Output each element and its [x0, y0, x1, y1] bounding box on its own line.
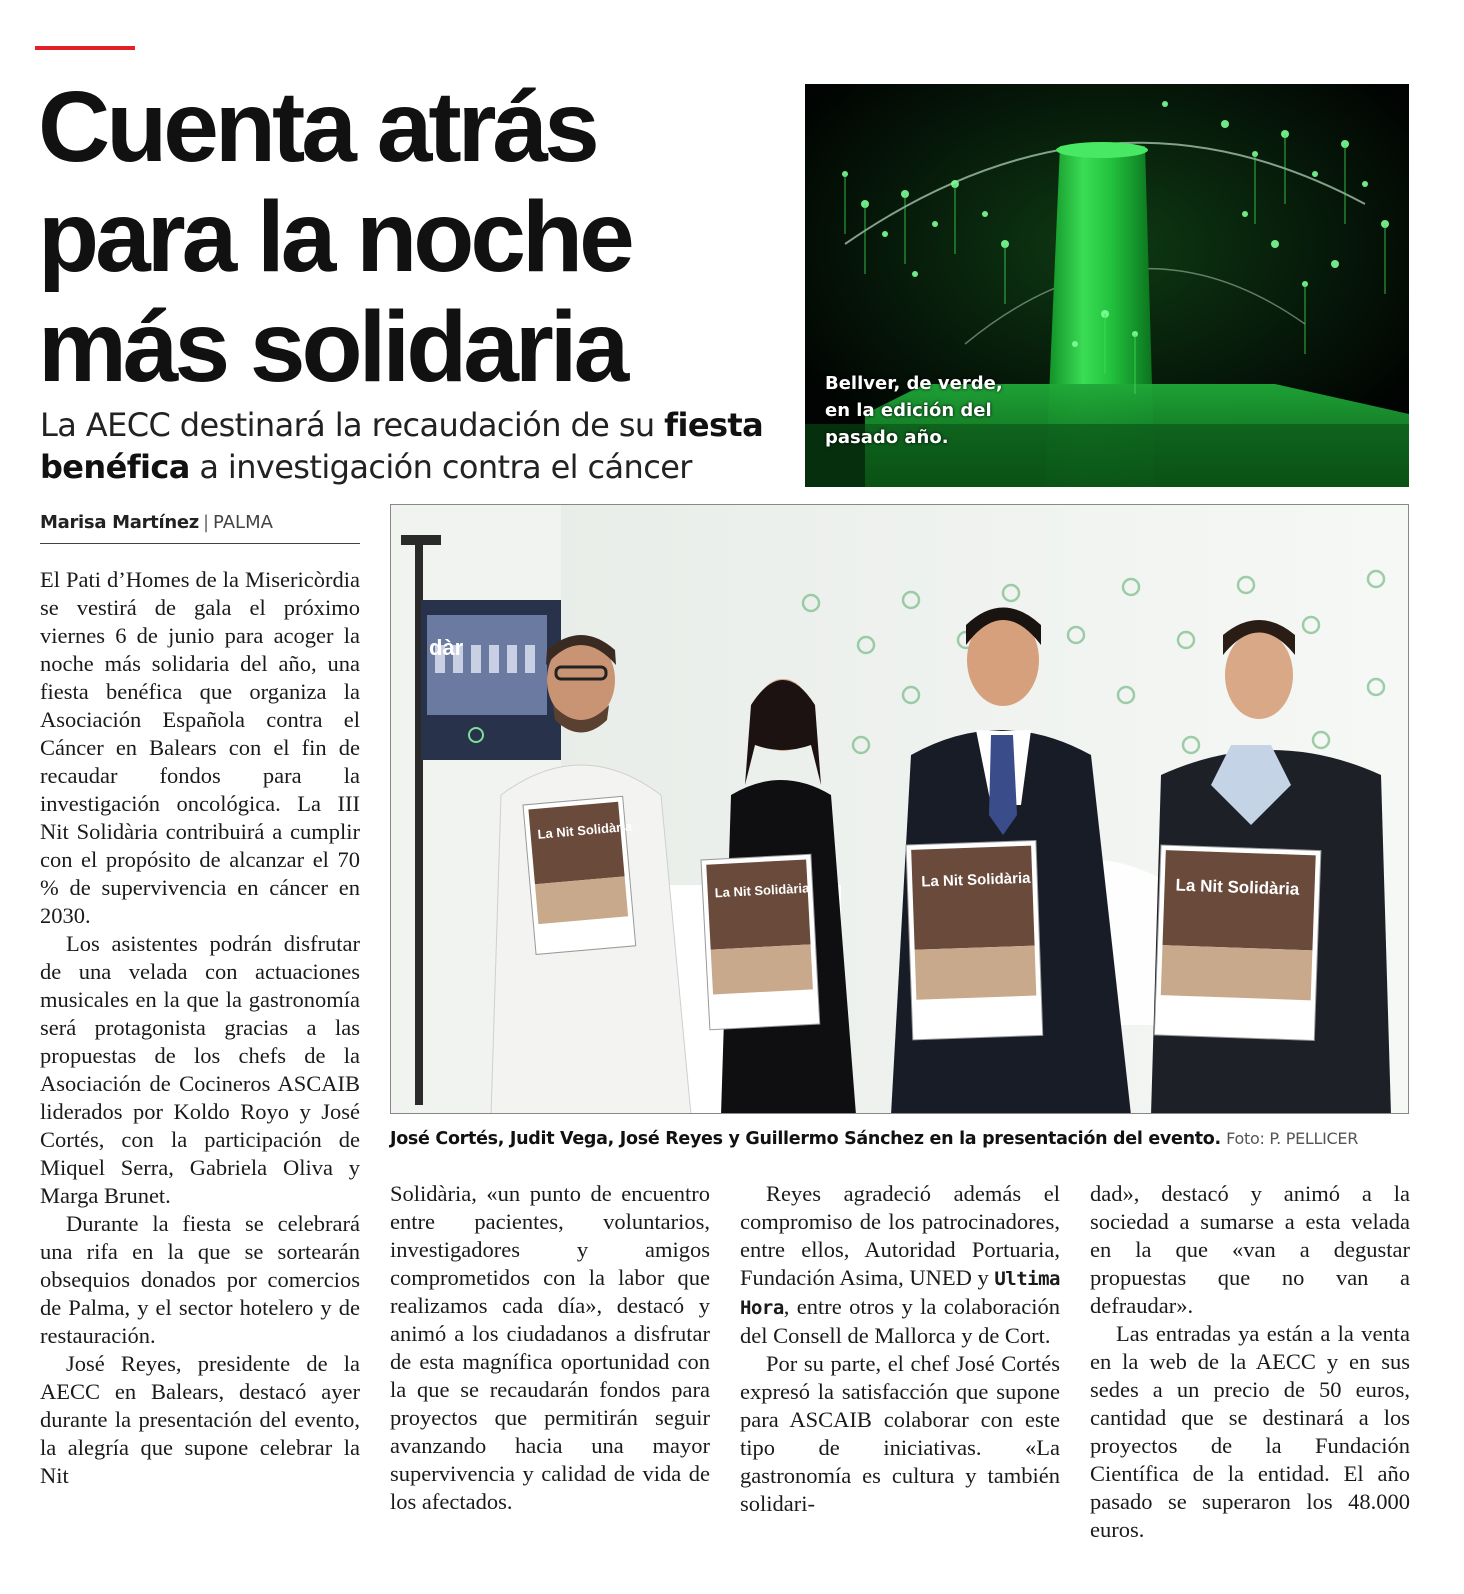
- presentation-photo-graphic: [391, 505, 1409, 1114]
- article-column-3: [740, 1180, 1060, 1518]
- bellver-photo: [805, 84, 1409, 487]
- article-column-2: [390, 1180, 710, 1516]
- photo-credit: Foto: P. PELLICER: [1226, 1129, 1359, 1148]
- presentation-photo: [390, 504, 1409, 1114]
- byline-place: PALMA: [213, 512, 273, 533]
- poster-1: [523, 796, 643, 955]
- bellver-photo-caption: Bellver, de verde, en la edición del pasado año.: [825, 373, 1003, 448]
- body-paragraph-5-b: , entre otros y la colaboración del Consell de Mallorca y de Cort.: [740, 1294, 1060, 1348]
- body-paragraph-4-continued: Solidària, «un punto de encuentro entre pacientes, voluntarios, investigadores y amigos comprometidos con la labor que realizamos cada día», destacó y animó a los ciudadanos a disfrutar de esta magnífica oportunidad con la que se recaudarán fondos para proyectos que permitirán seguir avanzando hacia una mayor supervivencia y calidad de vida de los afectados.: [390, 1181, 710, 1514]
- body-paragraph-5: [740, 1180, 1060, 1350]
- subhead-bold: fiesta benéfica: [40, 406, 764, 486]
- presentation-photo-caption: [390, 1127, 1409, 1151]
- body-paragraph-4: José Reyes, presidente de la AECC en Balears, destacó ayer durante la presentación del evento, la alegría que supone celebrar la Nit: [40, 1351, 360, 1488]
- poster-2-title: La Nit Solidària: [714, 880, 810, 901]
- byline-separator: |: [202, 512, 210, 533]
- poster-3-title: La Nit Solidària: [921, 869, 1031, 891]
- photo-caption-text: José Cortés, Judit Vega, José Reyes y Guillermo Sánchez en la presentación del evento.: [390, 1129, 1221, 1149]
- poster-4: [1154, 845, 1321, 1040]
- body-paragraph-6: Por su parte, el chef José Cortés expresó la satisfacción que supone para ASCAIB colaborar con este tipo de iniciativas. «La gastronomía es cultura y también solidari-: [740, 1351, 1060, 1516]
- body-paragraph-7: Las entradas ya están a la venta en la web de la AECC y en sus sedes a un precio de 50 euros, cantidad que se destinará a los proyectos de la Fundación Científica de la entidad. El año pasado se superaron los 48.000 euros.: [1090, 1321, 1410, 1542]
- poster-1-title: La Nit Solidària: [536, 818, 633, 842]
- article-column-4: [1090, 1180, 1410, 1544]
- article-column-1: [40, 566, 360, 1490]
- subhead-part-1: La AECC destinará la recaudación de su: [40, 406, 665, 444]
- section-accent-bar: [35, 46, 135, 50]
- body-paragraph-1: El Pati d’Homes de la Misericòrdia se vestirá de gala el próximo viernes 6 de junio para acoger la noche más solidaria del año, una fiesta benéfica que organiza la Asociación Española contra el Cáncer en Balears con el fin de recaudar fondos para la investigación oncológica. La III Nit Solidària contribuirá a cumplir con el propósito de alcanzar el 70 % de supervivencia en cáncer en 2030.: [40, 567, 360, 928]
- ultima-hora-brand: Ultima Hora: [740, 1268, 1060, 1319]
- subheadline: [40, 404, 780, 488]
- body-paragraph-2: Los asistentes podrán disfrutar de una velada con actuaciones musicales en la que la gastronomía será protagonista gracias a las propuestas de los chefs de la Asociación de Cocineros ASCAIB liderados por Koldo Royo y José Cortés, con la participación de Miquel Serra, Gabriela Oliva y Marga Brunet.: [40, 931, 360, 1208]
- headline-line-3: más solidaria: [38, 291, 626, 403]
- headline: [38, 72, 778, 402]
- byline: [40, 512, 360, 544]
- body-paragraph-3: Durante la fiesta se celebrará una rifa en la que se sortearán obsequios donados por comercios de Palma, y el sector hotelero y de restauración.: [40, 1211, 360, 1348]
- body-paragraph-5-a: Reyes agradeció además el compromiso de los patrocinadores, entre ellos, Autoridad Portuaria, Fundación Asima, UNED y: [740, 1181, 1060, 1290]
- byline-author: Marisa Martínez: [40, 512, 199, 533]
- screen-text: dàr: [429, 635, 464, 660]
- subhead-part-2: a investigación contra el cáncer: [189, 448, 692, 486]
- headline-line-1: Cuenta atrás: [38, 71, 596, 183]
- poster-3: [906, 840, 1043, 1039]
- body-paragraph-6-continued: dad», destacó y animó a la sociedad a sumarse a esta velada en la que «van a degustar propuestas que no van a defraudar».: [1090, 1181, 1410, 1318]
- poster-4-title: La Nit Solidària: [1175, 875, 1300, 899]
- poster-2: [701, 854, 820, 1030]
- headline-line-2: para la noche: [38, 181, 631, 293]
